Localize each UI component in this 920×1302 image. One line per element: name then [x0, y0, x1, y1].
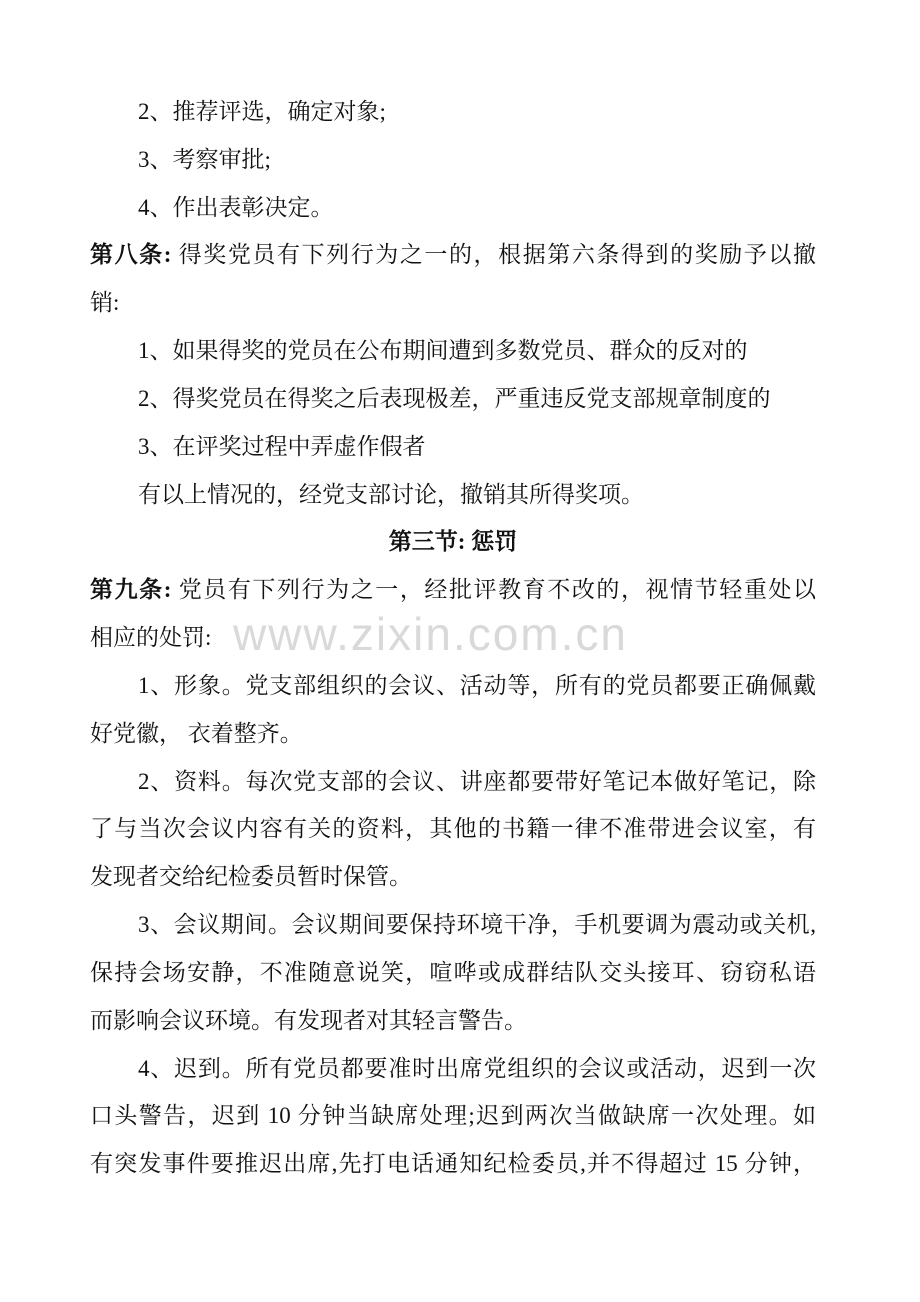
text-line: 有突发事件要推迟出席,先打电话通知纪检委员,并不得超过 15 分钟， [90, 1151, 816, 1177]
text-line: 口头警告，迟到 10 分钟当缺席处理;迟到两次当做缺席一次处理。如 [90, 1103, 816, 1129]
text-line: 2、推荐评选，确定对象; [138, 99, 386, 124]
text-line: 而影响会议环境。有发现者对其轻言警告。 [90, 1007, 527, 1033]
text-line: 3、在评奖过程中弄虚作假者 [138, 433, 426, 459]
text-line: 发现者交给纪检委员暂时保管。 [90, 864, 412, 890]
article-label: 第八条: [90, 242, 172, 268]
text-line: 2、资料。每次党支部的会议、讲座都要带好笔记本做好笔记，除 [138, 768, 816, 794]
text-line: 3、考察审批; [138, 146, 271, 172]
text-line: 1、如果得奖的党员在公布期间遭到多数党员、群众的反对的 [138, 338, 748, 364]
text-line: 4、迟到。所有党员都要准时出席党组织的会议或活动，迟到一次 [138, 1055, 816, 1081]
text-line: 保持会场安静，不准随意说笑，喧哗或成群结队交头接耳、窃窃私语 [90, 959, 816, 985]
text-line: 有以上情况的，经党支部讨论，撤销其所得奖项。 [138, 481, 644, 507]
article-label: 第九条: [90, 577, 172, 603]
text-line: 2、得奖党员在得奖之后表现极差，严重违反党支部规章制度的 [138, 385, 771, 411]
text-line: 3、会议期间。会议期间要保持环境干净，手机要调为震动或关机, [138, 912, 816, 938]
section-heading-label: 第三节: 惩罚 [388, 529, 518, 555]
text-line: 好党徽， 衣着整齐。 [90, 720, 303, 746]
text-line: 了与当次会议内容有关的资料，其他的书籍一律不准带进会议室，有 [90, 816, 816, 842]
text-line: 第八条: 得奖党员有下列行为之一的，根据第六条得到的奖励予以撤 [90, 242, 816, 268]
text-line: 相应的处罚: [90, 625, 212, 651]
text-line: 销: [90, 290, 120, 316]
text-line: 4、作出表彰决定。 [138, 194, 334, 220]
text-line: 第九条: 党员有下列行为之一，经批评教育不改的，视情节轻重处以 [90, 577, 816, 603]
watermark: www.zixin.com.cn [233, 608, 628, 660]
section-heading [90, 518, 816, 566]
text-line: 1、形象。党支部组织的会议、活动等，所有的党员都要正确佩戴 [138, 672, 816, 698]
document-body [90, 88, 816, 1188]
